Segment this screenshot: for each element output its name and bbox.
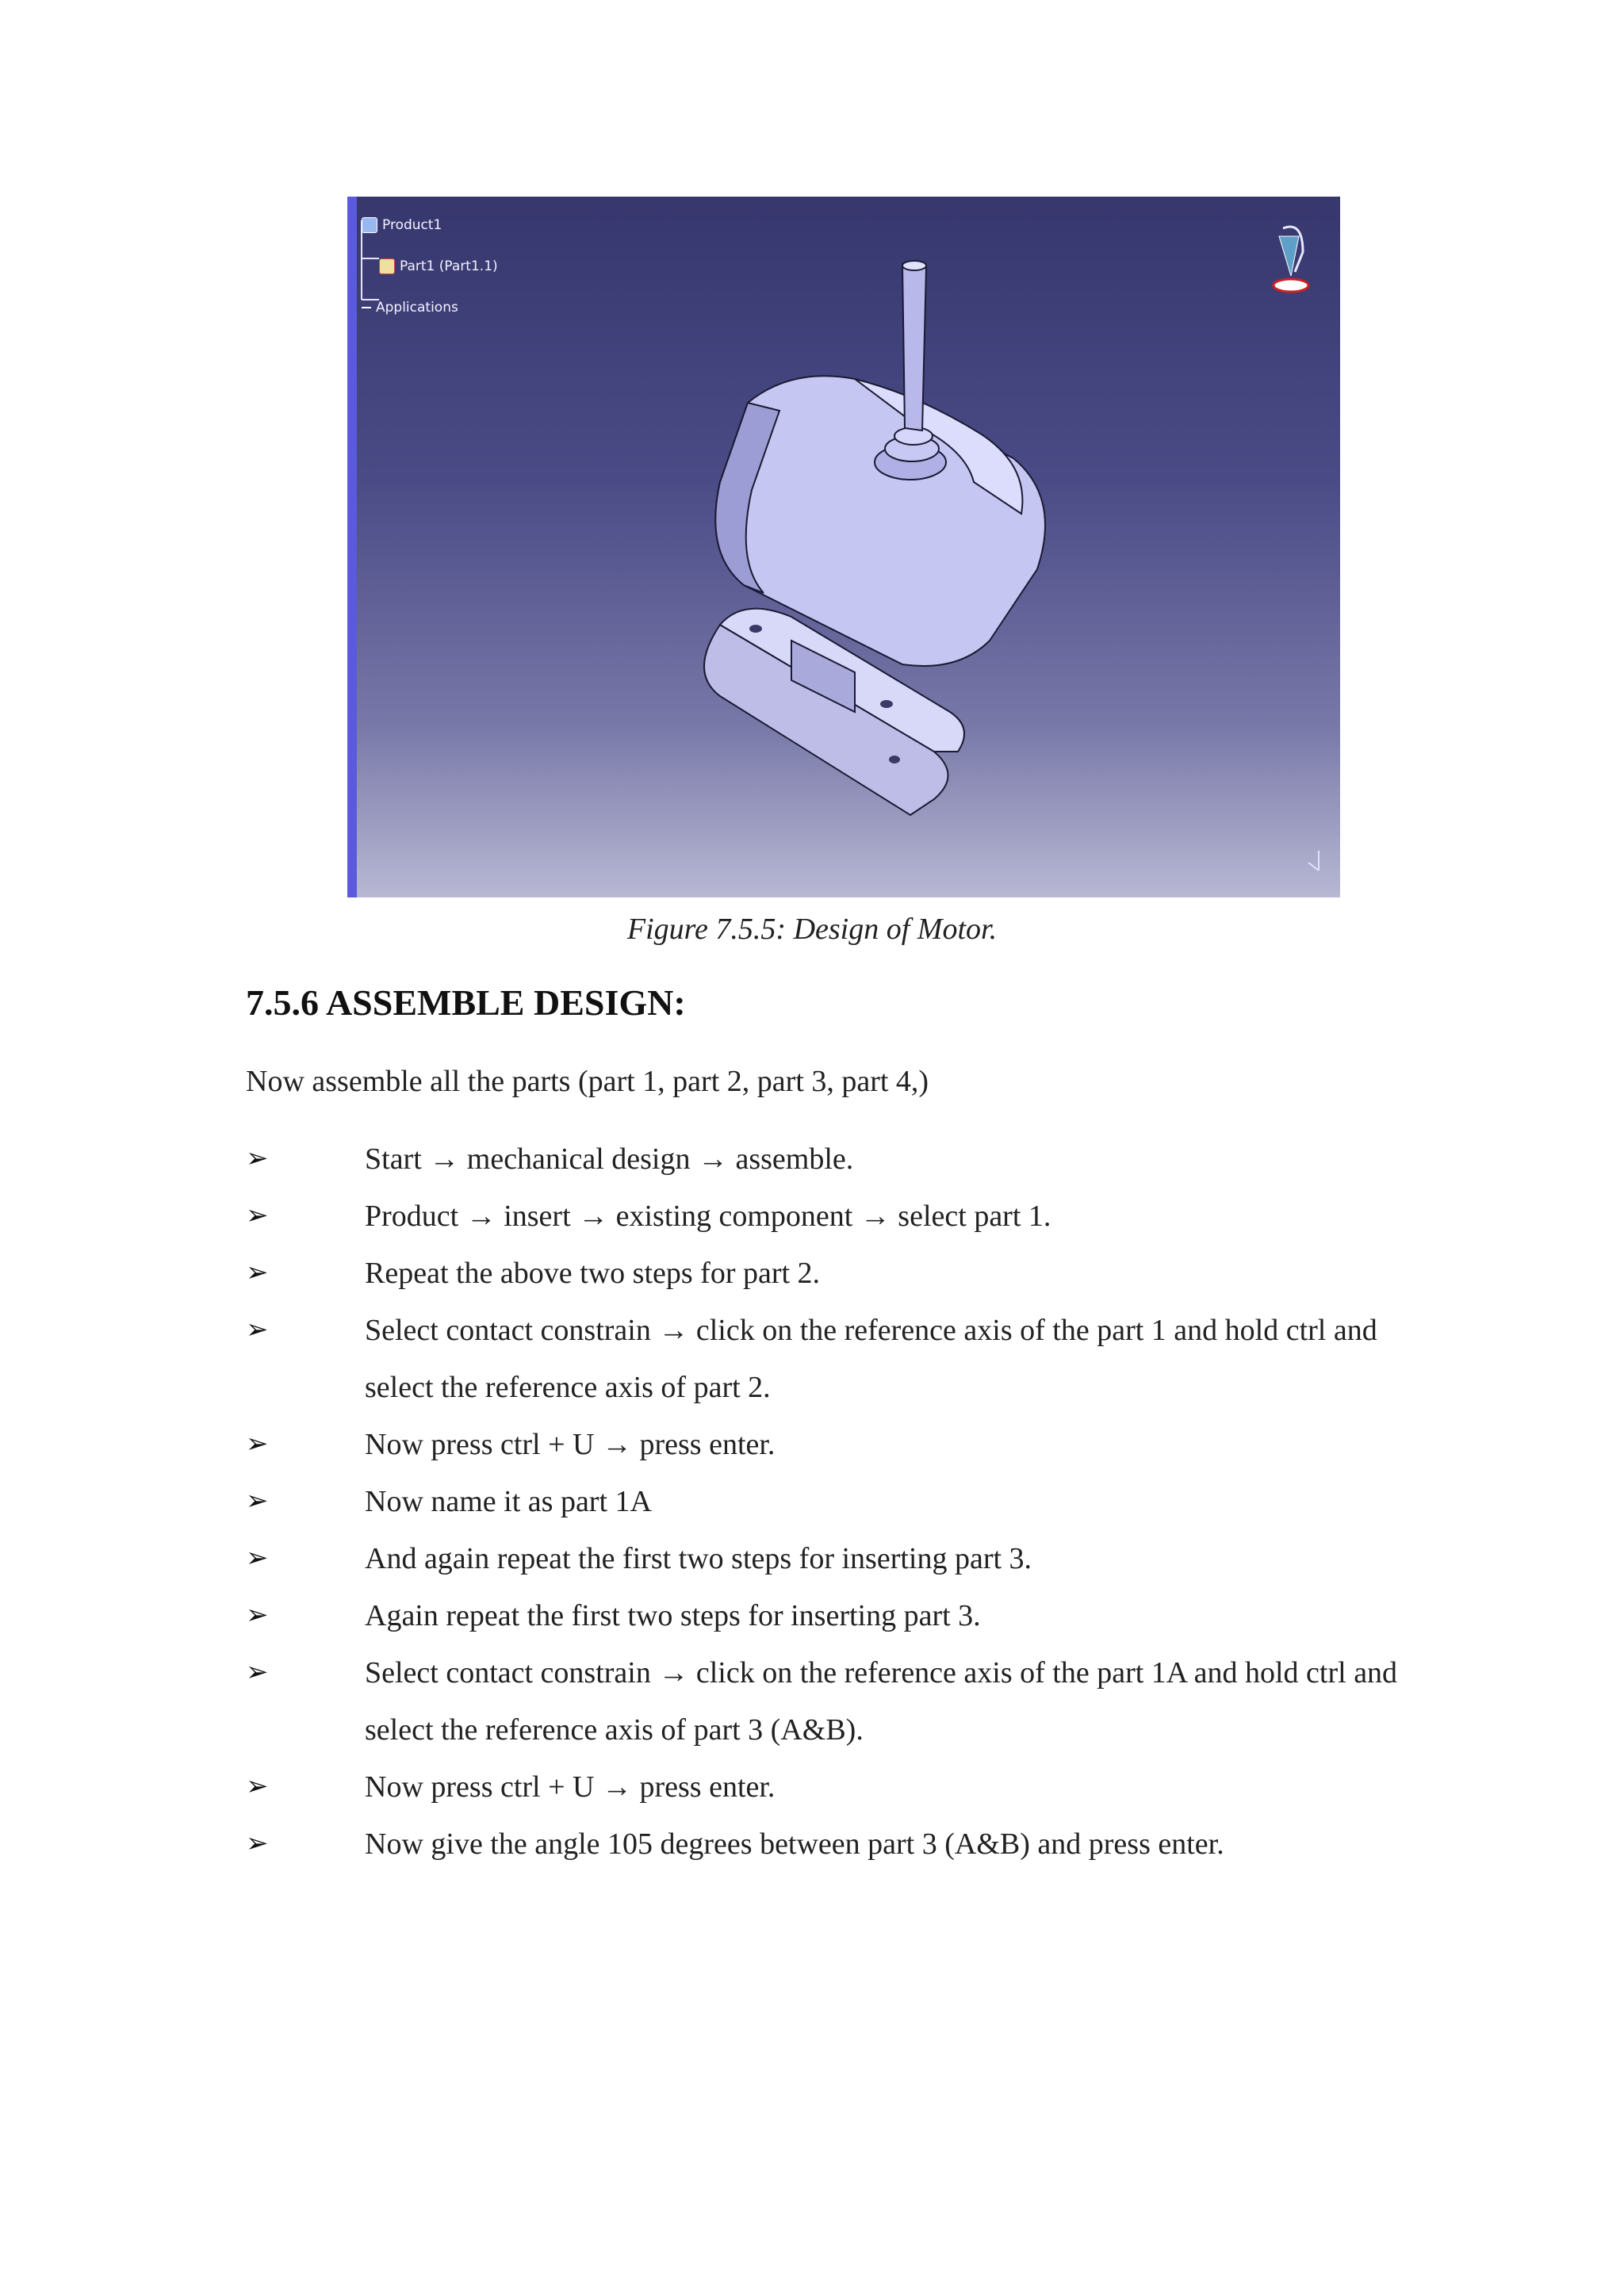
list-item bbox=[246, 1245, 1435, 1302]
axis-triad-icon bbox=[1308, 851, 1319, 871]
step-text: Now give the angle 105 degrees between part 3 (A&B) and press enter. bbox=[365, 1827, 1224, 1861]
tree-node-product[interactable] bbox=[362, 205, 498, 246]
bullet-arrow-icon: ➢ bbox=[246, 1658, 269, 1687]
step-text: Now press ctrl + U → press enter. bbox=[365, 1428, 776, 1461]
step-text: Select contact constrain → click on the reference axis of the part 1 and hold ctrl and select the reference axis of part 2. bbox=[365, 1314, 1377, 1404]
list-item bbox=[246, 1587, 1435, 1644]
bullet-arrow-icon: ➢ bbox=[246, 1258, 269, 1288]
bullet-arrow-icon: ➢ bbox=[246, 1429, 269, 1459]
figure-caption: Figure 7.5.5: Design of Motor. bbox=[626, 913, 998, 946]
bullet-arrow-icon: ➢ bbox=[246, 1601, 269, 1630]
bullet-arrow-icon: ➢ bbox=[246, 1772, 269, 1801]
list-item bbox=[246, 1758, 1435, 1816]
list-item bbox=[246, 1188, 1435, 1245]
bullet-arrow-icon: ➢ bbox=[246, 1487, 269, 1516]
bullet-arrow-icon: ➢ bbox=[246, 1201, 269, 1230]
specification-tree bbox=[362, 205, 498, 328]
motor-shaft bbox=[902, 261, 926, 430]
tree-node-product-label: Product1 bbox=[382, 217, 442, 233]
step-text: Product → insert → existing component → select part 1. bbox=[365, 1200, 1051, 1233]
tree-node-part-label: Part1 (Part1.1) bbox=[400, 258, 498, 274]
step-text: Now press ctrl + U → press enter. bbox=[365, 1770, 776, 1804]
tree-node-applications[interactable] bbox=[362, 287, 498, 328]
list-item bbox=[246, 1473, 1435, 1530]
product-icon bbox=[362, 217, 377, 233]
step-text: Now name it as part 1A bbox=[365, 1485, 652, 1518]
motor-design-figure bbox=[347, 197, 1340, 897]
part-icon bbox=[379, 258, 395, 274]
compass-icon[interactable] bbox=[1274, 227, 1308, 292]
list-item bbox=[246, 1644, 1435, 1758]
section-heading: 7.5.6 ASSEMBLE DESIGN: bbox=[246, 982, 686, 1023]
viewport-scrollbar[interactable] bbox=[347, 197, 357, 897]
step-text: Select contact constrain → click on the reference axis of the part 1A and hold ctrl and select the reference axis of part 3 (A&B). bbox=[365, 1656, 1398, 1747]
list-item bbox=[246, 1416, 1435, 1473]
list-item bbox=[246, 1530, 1435, 1587]
list-item bbox=[246, 1131, 1435, 1188]
bullet-arrow-icon: ➢ bbox=[246, 1144, 269, 1173]
section-intro: Now assemble all the parts (part 1, part 2, part 3, part 4,) bbox=[246, 1065, 929, 1098]
bullet-arrow-icon: ➢ bbox=[246, 1544, 269, 1573]
bullet-arrow-icon: ➢ bbox=[246, 1315, 269, 1345]
list-item bbox=[246, 1302, 1435, 1416]
list-item bbox=[246, 1816, 1435, 1873]
applications-icon bbox=[362, 307, 371, 308]
step-text: Again repeat the first two steps for inserting part 3. bbox=[365, 1599, 981, 1632]
step-text: Start → mechanical design → assemble. bbox=[365, 1142, 854, 1176]
tree-node-part[interactable] bbox=[379, 246, 498, 287]
assembly-steps-list bbox=[246, 1131, 1435, 1873]
step-text: Repeat the above two steps for part 2. bbox=[365, 1257, 821, 1290]
bullet-arrow-icon: ➢ bbox=[246, 1829, 269, 1858]
tree-node-applications-label: Applications bbox=[376, 300, 458, 316]
step-text: And again repeat the first two steps for inserting part 3. bbox=[365, 1542, 1032, 1575]
